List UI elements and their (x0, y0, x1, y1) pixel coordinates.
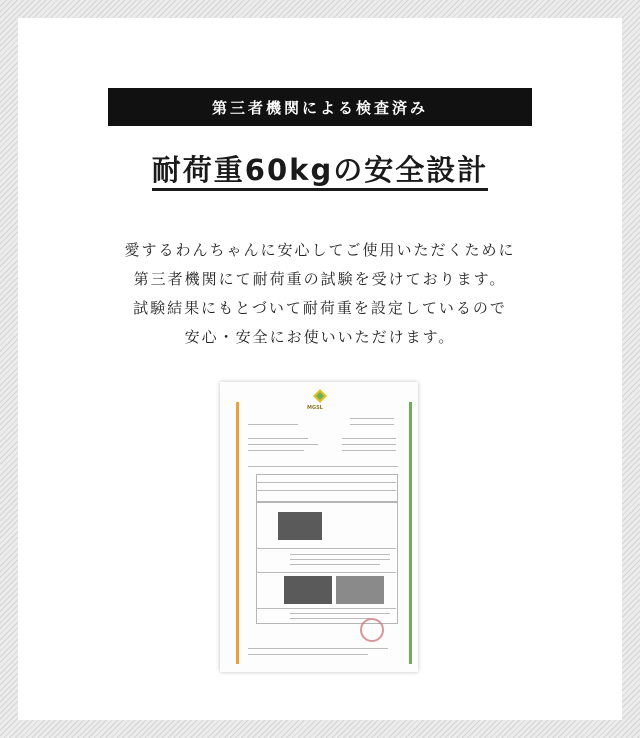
doc-table-rule (256, 572, 396, 573)
certifier-logo-icon (312, 388, 328, 404)
doc-table-rule (256, 482, 396, 483)
doc-text-line (248, 444, 318, 445)
doc-meta-line (350, 418, 394, 419)
document-left-accent (236, 402, 239, 664)
doc-table-rule (256, 548, 396, 549)
doc-text-line (342, 450, 396, 451)
document-right-accent (409, 402, 412, 664)
doc-text-line (290, 559, 390, 560)
doc-text-line (290, 554, 390, 555)
test-certificate-image (220, 382, 418, 672)
doc-text-line (290, 613, 390, 614)
test-photo-load-2 (336, 576, 384, 604)
doc-text-line (248, 466, 398, 467)
test-photo-load-1 (284, 576, 332, 604)
doc-meta-line (350, 424, 394, 425)
doc-title-line (248, 424, 298, 425)
official-stamp-icon (360, 618, 384, 642)
description-line: 第三者機関にて耐荷重の試験を受けております。 (133, 270, 507, 288)
doc-text-line (290, 618, 370, 619)
description-line: 安心・安全にお使いいただけます。 (184, 328, 456, 346)
headline (18, 148, 622, 189)
doc-table-rule (256, 490, 396, 491)
doc-footer-line (248, 648, 388, 649)
doc-text-line (290, 564, 380, 565)
doc-summary-table (256, 474, 398, 502)
banner-text: 第三者機関による検査済み (211, 98, 428, 117)
doc-text-line (248, 450, 304, 451)
headline-text: 耐荷重60kgの安全設計 (152, 153, 488, 191)
doc-text-line (248, 438, 308, 439)
doc-footer-line (248, 654, 368, 655)
doc-text-line (342, 438, 396, 439)
inspection-banner (108, 88, 532, 126)
description-line: 愛するわんちゃんに安心してご使用いただくために (124, 241, 516, 259)
doc-text-line (342, 444, 396, 445)
certifier-logo-text: MGSL (307, 405, 323, 411)
description-line: 試験結果にもとづいて耐荷重を設定しているので (133, 299, 507, 317)
test-photo-ramp (278, 512, 322, 540)
description (18, 236, 622, 352)
content-card (18, 18, 622, 720)
doc-table-rule (256, 608, 396, 609)
